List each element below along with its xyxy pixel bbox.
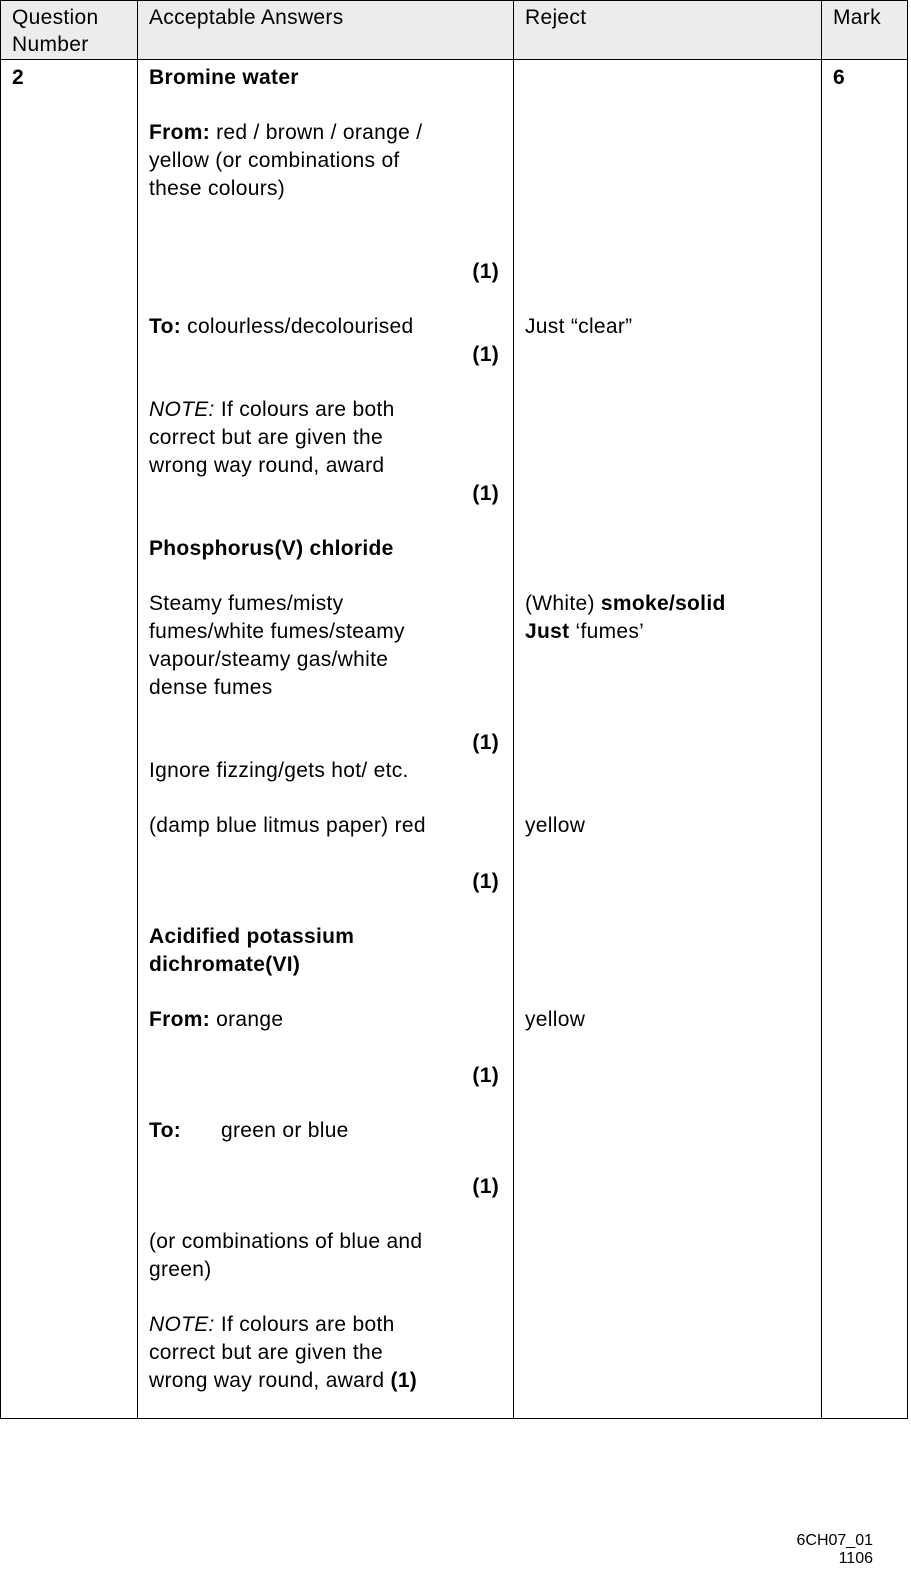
question-number: 2 — [12, 66, 24, 89]
table-row — [1, 60, 908, 1419]
note-label-2: NOTE: — [149, 1313, 215, 1336]
reject-yellow-2: yellow — [525, 1008, 586, 1031]
mark-5: (1) — [472, 870, 499, 893]
bromine-to-text: colourless/decolourised — [187, 315, 414, 338]
combo-line1: (or combinations of blue and — [149, 1230, 423, 1253]
footer-number: 1106 — [838, 1550, 873, 1567]
dichromate-to-text: green or blue — [221, 1119, 349, 1142]
bromine-from-line3: these colours) — [149, 177, 286, 200]
reject-smoke-line — [525, 590, 726, 618]
footer-code: 6CH07_01 — [796, 1532, 873, 1549]
note2-mark: (1) — [390, 1369, 418, 1392]
from-label: From: — [149, 121, 210, 144]
reject-clear: Just “clear” — [525, 315, 633, 338]
phosphorus-line3: vapour/steamy gas/white — [149, 648, 389, 671]
header-acceptable-answers — [138, 1, 514, 60]
note1-text-1: If colours are both — [220, 398, 395, 421]
from-label-2: From: — [149, 1008, 210, 1031]
bromine-from-line1 — [149, 119, 422, 147]
dichromate-from-line — [149, 1006, 283, 1034]
phosphorus-heading: Phosphorus(V) chloride — [149, 537, 394, 560]
header-answers-text: Acceptable Answers — [149, 6, 344, 29]
dichromate-heading-line2: dichromate(VI) — [149, 953, 301, 976]
bromine-from-text-1: red / brown / orange / — [216, 121, 423, 144]
bromine-from-line2: yellow (or combinations of — [149, 149, 400, 172]
mark-2: (1) — [472, 343, 499, 366]
note2-line1 — [149, 1311, 395, 1339]
reject-smoke-solid: smoke/solid — [600, 592, 726, 615]
reject-fumes-line — [525, 618, 644, 646]
note1-line1 — [149, 396, 395, 424]
reject-white: (White) — [525, 592, 595, 615]
header-question-number — [1, 1, 138, 60]
phosphorus-line1: Steamy fumes/misty — [149, 592, 344, 615]
header-mark-text: Mark — [833, 6, 881, 29]
header-mark — [822, 1, 908, 60]
litmus-line: (damp blue litmus paper) red — [149, 814, 426, 837]
mark-6: (1) — [472, 1064, 499, 1087]
header-reject-text: Reject — [525, 6, 587, 29]
mark-7: (1) — [472, 1175, 499, 1198]
bromine-to-line — [149, 313, 414, 341]
mark-4: (1) — [472, 731, 499, 754]
acceptable-answers-cell — [138, 60, 514, 1419]
note2-line2: correct but are given the — [149, 1341, 383, 1364]
header-row — [1, 1, 908, 60]
header-reject — [514, 1, 822, 60]
note1-line3: wrong way round, award — [149, 454, 385, 477]
mark-1: (1) — [472, 260, 499, 283]
note2-line3 — [149, 1367, 417, 1395]
note2-text-3: wrong way round, award — [149, 1369, 385, 1392]
phosphorus-line4: dense fumes — [149, 676, 273, 699]
total-mark: 6 — [833, 66, 845, 89]
reject-just: Just — [525, 620, 570, 643]
question-number-cell — [1, 60, 138, 1419]
ignore-line: Ignore fizzing/gets hot/ etc. — [149, 759, 409, 782]
note-label: NOTE: — [149, 398, 215, 421]
header-question-text: Question Number — [12, 6, 99, 56]
reject-fumes: ‘fumes’ — [575, 620, 645, 643]
phosphorus-line2: fumes/white fumes/steamy — [149, 620, 405, 643]
mark-cell — [822, 60, 908, 1419]
note1-line2: correct but are given the — [149, 426, 383, 449]
to-label-2: To: — [149, 1119, 181, 1142]
to-label: To: — [149, 315, 181, 338]
combo-line2: green) — [149, 1258, 212, 1281]
note2-text-1: If colours are both — [220, 1313, 395, 1336]
dichromate-from-text: orange — [216, 1008, 284, 1031]
reject-cell — [514, 60, 822, 1419]
mark-3: (1) — [472, 482, 499, 505]
dichromate-heading-line1: Acidified potassium — [149, 925, 355, 948]
reject-yellow-1: yellow — [525, 814, 586, 837]
dichromate-to-line — [149, 1117, 349, 1145]
bromine-heading: Bromine water — [149, 66, 299, 89]
